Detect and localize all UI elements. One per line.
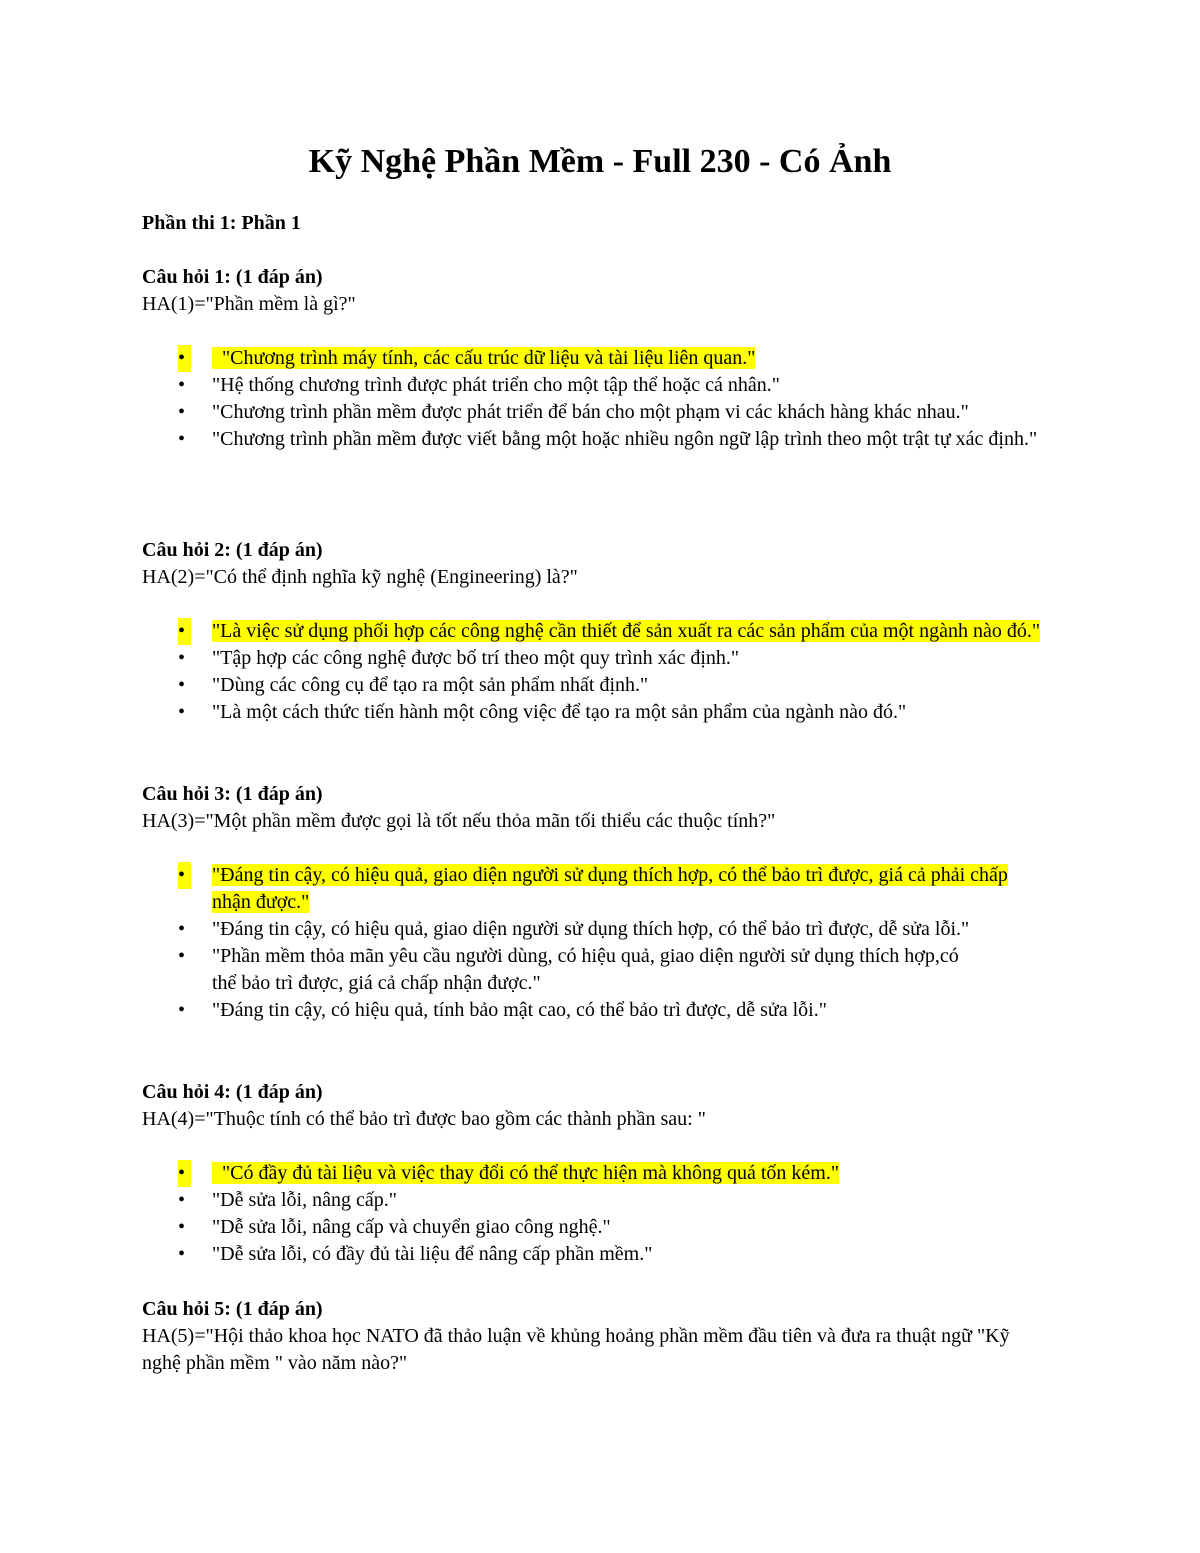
answer-item [142, 1187, 1062, 1214]
bullet-icon: • [178, 945, 186, 967]
question-prompt: HA(2)="Có thể định nghĩa kỹ nghệ (Engineering) là?" [142, 566, 578, 588]
bullet-icon: • [178, 647, 186, 669]
question-block [142, 780, 1062, 1024]
answer-text: "Đáng tin cậy, có hiệu quả, tính bảo mật cao, có thể bảo trì được, dễ sửa lỗi." [212, 999, 827, 1021]
question-prompt: HA(1)="Phần mềm là gì?" [142, 293, 356, 315]
answer-list [142, 1160, 1062, 1268]
answer-text: "Chương trình phần mềm được viết bằng một hoặc nhiều ngôn ngữ lập trình theo một trật tự xác định." [212, 428, 1038, 450]
question-block [142, 1295, 1042, 1377]
answer-text: "Dễ sửa lỗi, có đầy đủ tài liệu để nâng cấp phần mềm." [212, 1243, 653, 1265]
answer-list [142, 345, 1062, 453]
question-block [142, 1078, 1062, 1268]
answer-item [142, 699, 1062, 726]
section-heading: Phần thi 1: Phần 1 [142, 212, 301, 234]
answer-text: "Dễ sửa lỗi, nâng cấp." [212, 1189, 397, 1211]
answer-text: "Là việc sử dụng phối hợp các công nghệ cần thiết để sản xuất ra các sản phẩm của một ngành nào đó." [212, 620, 1041, 642]
answer-text: "Là một cách thức tiến hành một công việc để tạo ra một sản phẩm của ngành nào đó." [212, 701, 907, 723]
bullet-icon: • [178, 918, 186, 940]
document-title: Kỹ Nghệ Phần Mềm - Full 230 - Có Ảnh [308, 143, 892, 180]
answer-text: "Hệ thống chương trình được phát triển cho một tập thể hoặc cá nhân." [212, 374, 780, 396]
answer-text: "Phần mềm thỏa mãn yêu cầu người dùng, có hiệu quả, giao diện người sử dụng thích hợp,có thể bảo trì được, giá cả chấp nhận được." [212, 945, 959, 994]
answer-item-correct [142, 345, 1062, 372]
bullet-icon: • [178, 701, 186, 723]
answer-item-correct [142, 1160, 1062, 1187]
answer-list [142, 862, 1062, 1024]
answer-item [142, 943, 982, 997]
bullet-icon: • [178, 1243, 186, 1265]
bullet-icon: • [178, 862, 191, 889]
answer-text: "Có đầy đủ tài liệu và việc thay đổi có thể thực hiện mà không quá tốn kém." [212, 1162, 840, 1184]
bullet-icon: • [178, 345, 191, 372]
bullet-icon: • [178, 1189, 186, 1211]
answer-item [142, 426, 1042, 453]
answer-text: "Chương trình máy tính, các cấu trúc dữ liệu và tài liệu liên quan." [212, 347, 756, 369]
answer-item [142, 1214, 1062, 1241]
bullet-icon: • [178, 618, 191, 645]
answer-list [142, 618, 1062, 726]
bullet-icon: • [178, 1216, 186, 1238]
bullet-icon: • [178, 374, 186, 396]
answer-text: "Dùng các công cụ để tạo ra một sản phẩm nhất định." [212, 674, 649, 696]
question-header: Câu hỏi 1: (1 đáp án) [142, 266, 323, 288]
question-header: Câu hỏi 2: (1 đáp án) [142, 539, 323, 561]
answer-text: "Đáng tin cậy, có hiệu quả, giao diện người sử dụng thích hợp, có thể bảo trì được, giá cả phải chấp nhận được." [212, 864, 1008, 913]
bullet-icon: • [178, 401, 186, 423]
question-block [142, 263, 1062, 453]
question-prompt: HA(5)="Hội thảo khoa học NATO đã thảo luận về khủng hoảng phần mềm đầu tiên và đưa ra thuật ngữ "Kỹ nghệ phần mềm " vào năm nào?" [142, 1325, 1010, 1374]
answer-text: "Đáng tin cậy, có hiệu quả, giao diện người sử dụng thích hợp, có thể bảo trì được, dễ sửa lỗi." [212, 918, 970, 940]
bullet-icon: • [178, 674, 186, 696]
question-header: Câu hỏi 5: (1 đáp án) [142, 1298, 323, 1320]
question-prompt: HA(4)="Thuộc tính có thể bảo trì được bao gồm các thành phần sau: " [142, 1108, 706, 1130]
answer-item [142, 399, 992, 426]
answer-text: "Dễ sửa lỗi, nâng cấp và chuyển giao công nghệ." [212, 1216, 611, 1238]
answer-item [142, 672, 1062, 699]
question-block [142, 536, 1062, 726]
bullet-icon: • [178, 999, 186, 1021]
answer-item [142, 645, 1062, 672]
answer-item [142, 1241, 1062, 1268]
question-prompt: HA(3)="Một phần mềm được gọi là tốt nếu thỏa mãn tối thiểu các thuộc tính?" [142, 810, 776, 832]
answer-text: "Chương trình phần mềm được phát triển để bán cho một phạm vi các khách hàng khác nhau." [212, 401, 969, 423]
answer-item [142, 372, 1062, 399]
bullet-icon: • [178, 1160, 191, 1187]
answer-item [142, 997, 1062, 1024]
answer-item-correct [142, 862, 1037, 916]
question-header: Câu hỏi 3: (1 đáp án) [142, 783, 323, 805]
question-header: Câu hỏi 4: (1 đáp án) [142, 1081, 323, 1103]
bullet-icon: • [178, 428, 186, 450]
answer-item [142, 916, 1032, 943]
answer-text: "Tập hợp các công nghệ được bố trí theo một quy trình xác định." [212, 647, 740, 669]
answer-item-correct [142, 618, 1047, 645]
